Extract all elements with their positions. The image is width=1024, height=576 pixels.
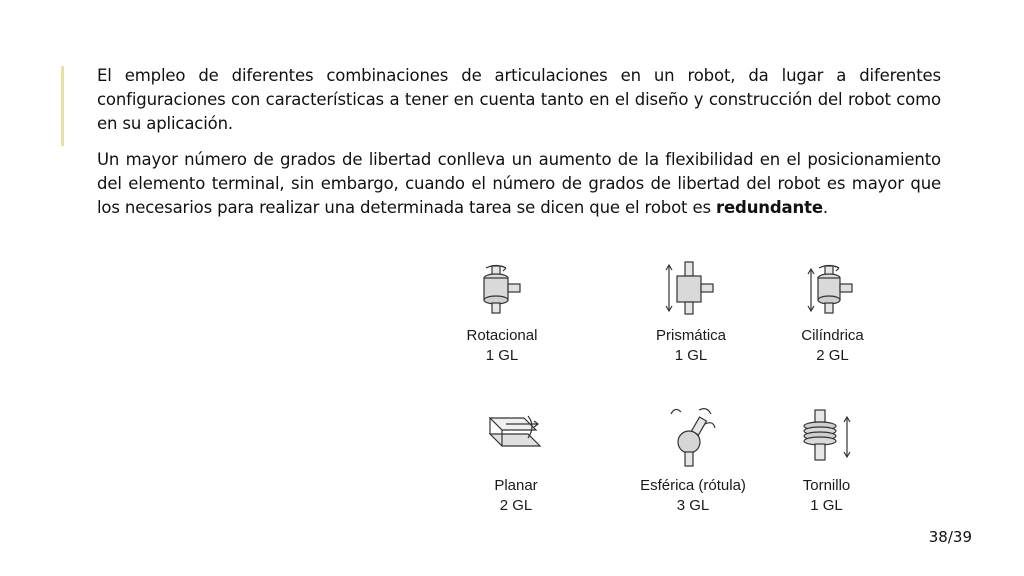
joint-label: Cilíndrica xyxy=(801,327,864,344)
rotational-joint-icon xyxy=(472,258,532,320)
redundant-term: redundante xyxy=(716,198,823,217)
joint-planar xyxy=(466,404,566,516)
joint-gl: 2 GL xyxy=(499,497,533,514)
joint-gl: 2 GL xyxy=(816,347,849,364)
paragraph-1: El empleo de diferentes combinaciones de articulaciones en un robot, da lugar a diferentes configuraciones con características a tener en cuenta tanto en el diseño y construcción del robot como en su aplicación. xyxy=(97,66,941,133)
joint-label: Prismática xyxy=(655,327,726,344)
planar-joint-icon xyxy=(484,404,548,470)
screw-joint-icon xyxy=(795,404,859,470)
joint-gl: 1 GL xyxy=(810,497,843,514)
joint-label: Tornillo xyxy=(802,477,851,494)
joint-gl: 3 GL xyxy=(676,497,710,514)
cylindrical-joint-icon xyxy=(803,258,863,320)
joint-cylindrical xyxy=(780,258,885,366)
page-number: 38/39 xyxy=(928,528,972,546)
paragraph-2 xyxy=(97,148,941,220)
joint-gl: 1 GL xyxy=(674,347,708,364)
body-text xyxy=(97,64,941,232)
joint-gl: 1 GL xyxy=(485,347,519,364)
joint-label: Planar xyxy=(494,477,538,494)
joint-label: Esférica (rótula) xyxy=(640,477,746,494)
joint-label: Rotacional xyxy=(466,327,538,344)
prismatic-joint-icon xyxy=(661,258,721,320)
joint-prismatic xyxy=(636,258,746,366)
joint-screw xyxy=(774,404,879,516)
paragraph-2-end: . xyxy=(822,198,829,217)
joint-spherical xyxy=(618,404,768,516)
accent-bar xyxy=(61,66,64,146)
joint-rotational xyxy=(452,258,552,366)
paragraph-2-text: Un mayor número de grados de libertad conlleva un aumento de la flexibilidad en el posicionamiento del elemento terminal, sin embargo, cuando el número de grados de libertad del robot es mayor que los necesarios para realizar una determinada tarea se dicen que el robot es xyxy=(97,150,941,217)
spherical-joint-icon xyxy=(661,404,725,470)
